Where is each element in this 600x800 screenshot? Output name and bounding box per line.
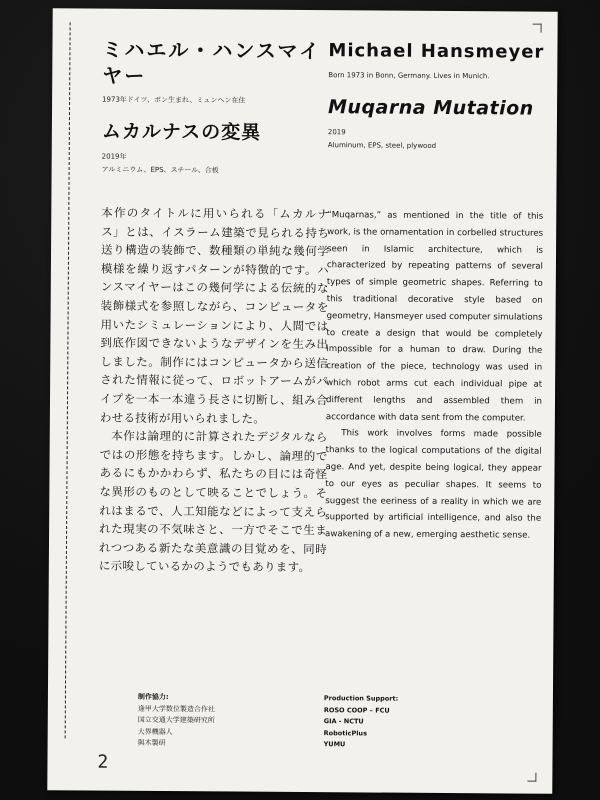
credits-label-en: Production Support: <box>323 694 399 703</box>
credits-jp <box>138 692 328 751</box>
credit-item-jp: 国立交通大学建築研究所 <box>137 715 215 725</box>
artist-name-jp: ミハエル・ハンスマイヤー <box>102 37 322 88</box>
description-paragraph-jp: 本作は論理的に計算されたデジタルならではの形態を持ちます。しかし、論理的であるにもかかわらず、私たちの目には奇怪な異形のものとして映ることでしょう。それはまるで、人工知能などによって支えられた現実の不気味さと、一方でそこで生まれつつある新たな美意識の目覚めを、同時に示唆しているかのようでもあります。 <box>98 428 328 575</box>
corner-crop-mark <box>533 24 542 33</box>
description-paragraph-en: “Muqarnas,” as mentioned in the title of this work, is the ornamentation in corbelled structures seen in Islamic architecture, which is characterized by repeating patterns of several types of simple geometric shapes. Referring to this traditional decorative style based on geometry, Hansmeyer used computer simulations to create a design that would be completely impossible for a human to draw. During the creation of the piece, technology was used in which robot arms cut each individual pipe at different lengths and assembled them in accordance with data sent from the computer. <box>325 210 544 424</box>
work-year-jp: 2019年 <box>101 152 127 161</box>
work-year-en: 2019 <box>327 128 346 137</box>
japanese-header <box>102 37 333 177</box>
credit-item-jp: 逢甲大学数位製造合作社 <box>137 704 215 713</box>
artist-bio-en: Born 1973 in Bonn, Germany. Lives in Munich. <box>328 71 490 81</box>
corner-crop-mark <box>527 773 536 782</box>
description-en <box>325 207 543 544</box>
credit-item-jp: 與木製研 <box>137 738 166 748</box>
credit-item-en: ROSO COOP – FCU <box>323 705 390 715</box>
credits-en <box>324 693 524 752</box>
description-paragraph-en: This work involves forms made possible thanks to the logical computations of the digital age. And yet, despite being logical, they appear to our eyes as peculiar shapes. It seems to suggest the eeriness of a reality in which we are supported by artificial intelligence, and also the awakening of a new, emerging aesthetic sense. <box>325 428 542 541</box>
credit-item-en: YUMU <box>323 740 346 749</box>
english-header <box>328 38 545 152</box>
artist-bio-jp: 1973年ドイツ、ボン生まれ、ミュンヘン在住 <box>102 95 246 105</box>
description-paragraph-jp: 本作のタイトルに用いられる「ムカルナス」とは、イスラーム建築で見られる持ち送り構造の装飾で、数種類の単純な幾何学模様を繰り返すパターンが特徴的です。ハンスマイヤーはこの幾何学による伝統的な装飾様式を参照しながら、コンピュータを用いたシミュレーションにより、人間では到底作図できないようなデザインを生み出しました。制作にはコンピュータから送信された情報に従って、ロボットアームがパイプを一本一本違う長さに切断し、組み合わせる技術が用いられました。 <box>99 205 330 426</box>
credits-label-jp: 制作協力: <box>137 692 169 702</box>
exhibition-label-panel <box>47 8 557 794</box>
work-title-jp: ムカルナスの変異 <box>101 120 262 144</box>
dashed-cut-line <box>65 22 71 738</box>
credit-item-en: RoboticPlus <box>323 728 367 737</box>
credit-item-jp: 大界機器人 <box>137 727 173 736</box>
work-materials-en: Aluminum, EPS, steel, plywood <box>327 141 437 150</box>
description-jp <box>99 204 330 577</box>
page-number: 2 <box>97 751 109 773</box>
credit-item-en: GIA - NCTU <box>323 717 364 726</box>
artist-name-en: Michael Hansmeyer <box>328 40 545 63</box>
work-materials-jp: アルミニウム、EPS、スチール、合板 <box>101 165 219 175</box>
work-title-en: Muqarna Mutation <box>327 96 534 120</box>
